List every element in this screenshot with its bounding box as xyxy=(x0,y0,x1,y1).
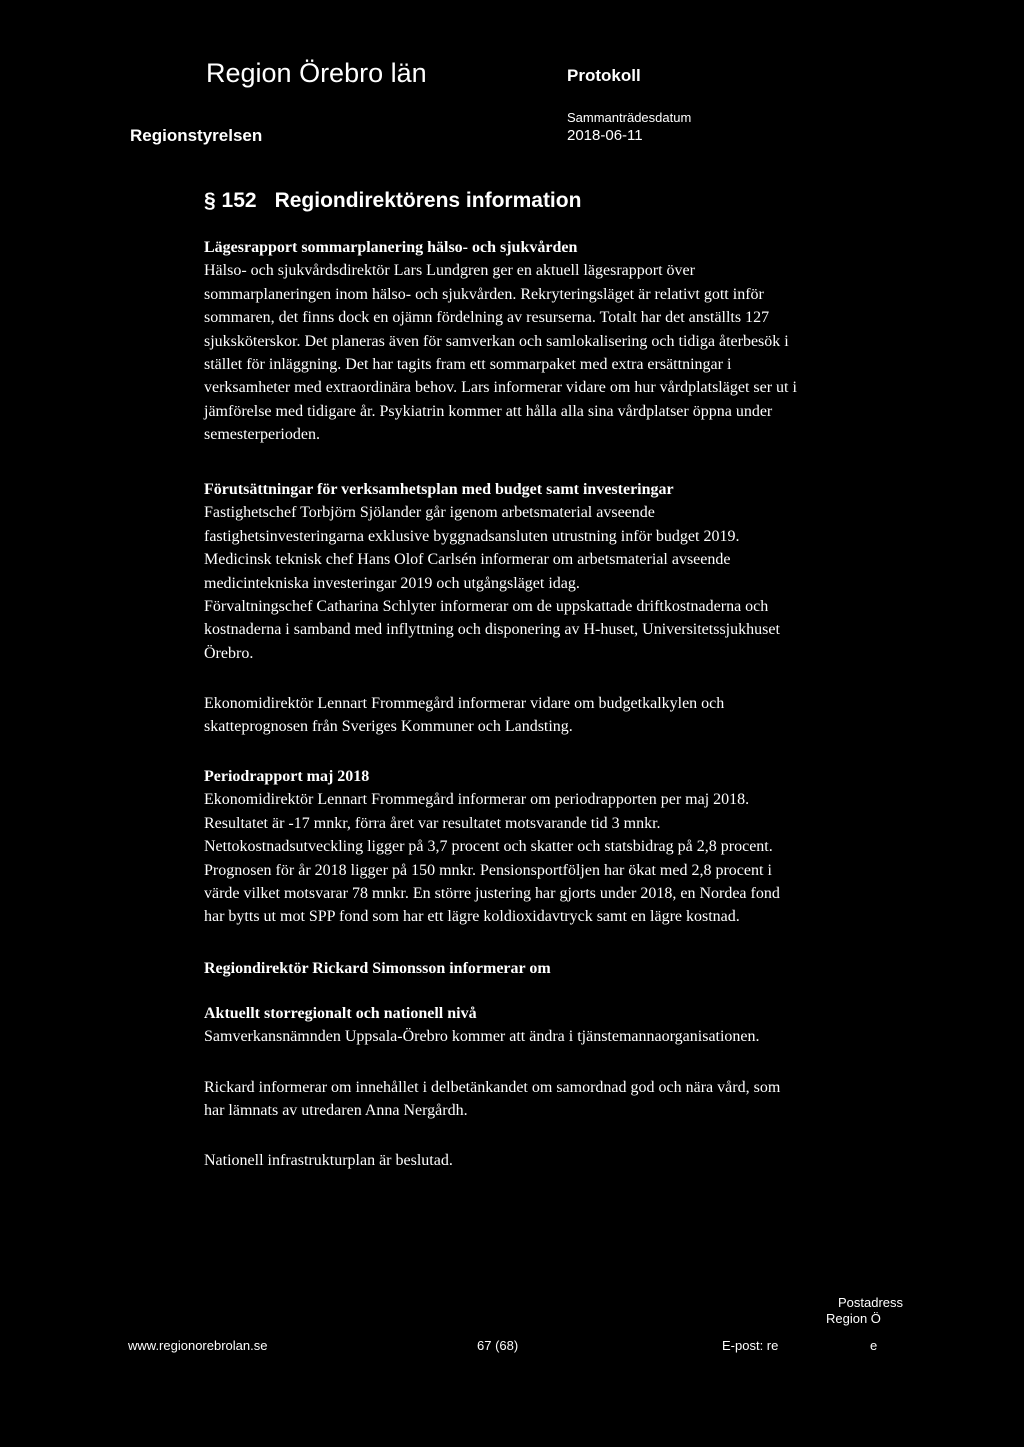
block-budget-prerequisites xyxy=(204,478,884,665)
section-heading: Regiondirektörens information xyxy=(274,189,582,212)
block-paragraph xyxy=(204,501,884,665)
block-paragraph xyxy=(204,1076,884,1123)
page-number: 67 (68) xyxy=(477,1338,519,1353)
footer-website-link[interactable]: www.regionorebrolan.se xyxy=(128,1338,268,1353)
footer-postal-value: Region Ö xyxy=(826,1311,881,1326)
block-paragraph xyxy=(204,259,884,446)
block-heading: Aktuellt storregionalt och nationell nivå xyxy=(204,1005,477,1022)
text-line: verksamheter med extraordinära behov. Lars informerar vidare om hur vårdplatsläget ser ut i xyxy=(204,379,797,397)
block-budget-forecast xyxy=(204,692,884,739)
text-line: skatteprognosen från Sveriges Kommuner och Landsting. xyxy=(204,718,573,736)
text-line: Medicinsk teknisk chef Hans Olof Carlsén informerar om arbetsmaterial avseende xyxy=(204,551,731,569)
text-line: medicintekniska investeringar 2019 och utgångsläget idag. xyxy=(204,574,580,592)
text-line: sommaren, det finns dock en ojämn fördelning av resurserna. Totalt har det anställts 127 xyxy=(204,309,770,327)
section-title xyxy=(204,189,581,213)
footer-postal-label: Postadress xyxy=(838,1295,904,1310)
block-heading: Lägesrapport sommarplanering hälso- och sjukvården xyxy=(204,239,578,256)
block-paragraph xyxy=(204,1025,884,1048)
block-paragraph xyxy=(204,692,884,739)
text-line: Rickard informerar om innehållet i delbetänkandet om samordnad god och nära vård, som xyxy=(204,1079,781,1096)
text-line: Ekonomidirektör Lennart Frommegård informerar vidare om budgetkalkylen och xyxy=(204,695,725,712)
text-line: Ekonomidirektör Lennart Frommegård informerar om periodrapporten per maj 2018. xyxy=(204,791,750,809)
block-infrastructure xyxy=(204,1149,884,1172)
text-line: Prognosen för år 2018 ligger på 150 mnkr. Pensionsportföljen har ökat med 2,8 procent i xyxy=(204,861,772,879)
block-heading: Periodrapport maj 2018 xyxy=(204,768,370,785)
section-number: § 152 xyxy=(204,189,257,212)
meeting-date: 2018-06-11 xyxy=(567,127,643,144)
text-line: Hälso- och sjukvårdsdirektör Lars Lundgren ger en aktuell lägesrapport över xyxy=(204,262,695,280)
text-line: jämförelse med tidigare år. Psykiatrin kommer att hålla alla sina vårdplatser öppna under xyxy=(204,402,773,420)
meeting-date-label: Sammanträdesdatum xyxy=(567,110,692,125)
text-line: semesterperioden. xyxy=(204,426,320,444)
text-line: Nationell infrastrukturplan är beslutad. xyxy=(204,1152,453,1169)
organization-name: Region Örebro län xyxy=(206,58,427,88)
block-paragraph xyxy=(204,1149,884,1172)
text-line: Samverkansnämnden Uppsala-Örebro kommer att ändra i tjänstemannaorganisationen. xyxy=(204,1028,760,1046)
text-line: kostnaderna i samband med inflyttning och disponering av H-huset, Universitetssjukhuset xyxy=(204,621,780,639)
block-regional-national xyxy=(204,1002,884,1049)
block-heading: Regiondirektör Rickard Simonsson informerar om xyxy=(204,960,551,977)
footer-email: E-post: re xyxy=(722,1338,779,1353)
text-line: har bytts ut mot SPP fond som har ett lägre koldioxidavtryck samt en lägre kostnad. xyxy=(204,908,740,926)
text-line: sommarplaneringen inom hälso- och sjukvården. Rekryteringsläget är relativt gott inför xyxy=(204,285,764,303)
board-name: Regionstyrelsen xyxy=(130,126,263,145)
block-paragraph xyxy=(204,788,884,928)
block-period-report xyxy=(204,765,884,929)
text-line: Örebro. xyxy=(204,644,254,662)
block-heading: Förutsättningar för verksamhetsplan med budget samt investeringar xyxy=(204,481,674,498)
text-line: Förvaltningschef Catharina Schlyter informerar om de uppskattade driftkostnaderna och xyxy=(204,598,769,616)
block-director-intro xyxy=(204,957,884,980)
text-line: har lämnats av utredaren Anna Nergårdh. xyxy=(204,1102,468,1120)
text-line: Resultatet är -17 mnkr, förra året var resultatet motsvarande tid 3 mnkr. xyxy=(204,814,661,832)
footer-email-tail: e xyxy=(870,1338,878,1353)
text-line: sjuksköterskor. Det planeras även för samverkan och samlokalisering och tidiga återbesök i xyxy=(204,332,789,350)
text-line: Fastighetschef Torbjörn Sjölander går igenom arbetsmaterial avseende xyxy=(204,504,655,522)
text-line: stället för inläggning. Det har tagits fram ett sommarpaket med extra ersättningar i xyxy=(204,356,732,374)
text-line: fastighetsinvesteringarna exklusive byggnadsansluten utrustning inför budget 2019. xyxy=(204,527,740,545)
block-summer-planning xyxy=(204,236,884,447)
block-coordinated-care xyxy=(204,1076,884,1123)
text-line: värde vilket motsvarar 78 mnkr. En större justering har gjorts under 2018, en Nordea fond xyxy=(204,885,780,903)
text-line: Nettokostnadsutveckling ligger på 3,7 procent och skatter och statsbidrag på 2,8 procent. xyxy=(204,838,773,856)
document-type: Protokoll xyxy=(567,66,641,85)
